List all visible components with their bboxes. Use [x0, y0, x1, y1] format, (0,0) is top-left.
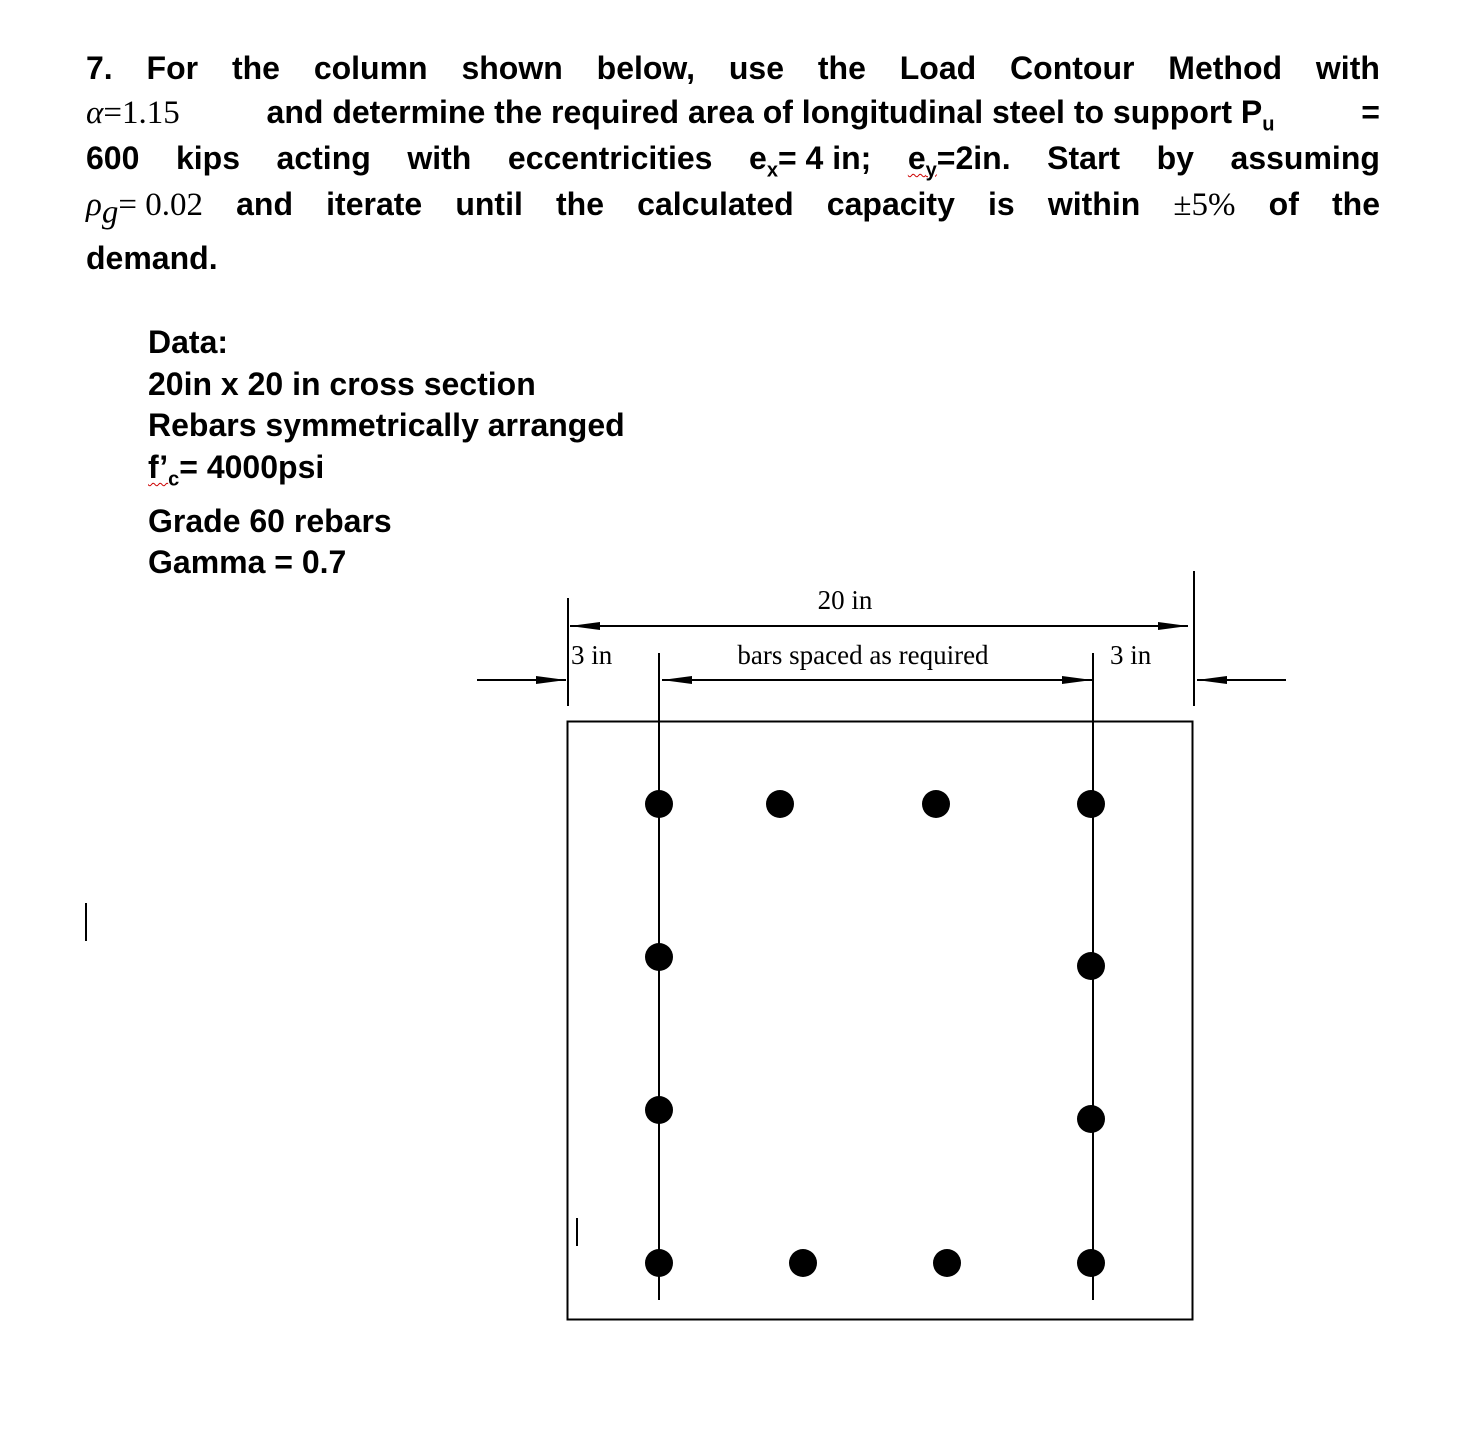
problem-word: the [231, 50, 280, 86]
problem-word: with [407, 140, 472, 176]
rebar [645, 790, 673, 818]
bar-spacing-label: bars spaced as required [737, 640, 989, 670]
problem-word: the [1332, 186, 1380, 222]
line-2-body: and determine the required area of longitudinal steel to support P [266, 94, 1263, 130]
rebar [933, 1249, 961, 1277]
tolerance-value: ±5% [1173, 187, 1236, 223]
rho-value: = 0.02 [118, 187, 203, 223]
fc-value: = 4000psi [179, 448, 325, 485]
problem-word: the [556, 186, 604, 222]
problem-word: assuming [1230, 140, 1380, 176]
problem-word: Method [1168, 50, 1283, 86]
ex-subscript: x [766, 159, 778, 182]
left-cover-label: 3 in [571, 640, 613, 670]
ey-label: $e_y$ [907, 140, 937, 182]
equals-sign: = [1361, 94, 1380, 130]
rebar [789, 1249, 817, 1277]
problem-word: by [1156, 140, 1194, 176]
rebar [922, 790, 950, 818]
ex-value: = 4 in; [777, 140, 872, 176]
problem-word: kips [175, 140, 240, 176]
alpha-value: =1.15 [103, 95, 180, 131]
problem-word: 7. [86, 50, 113, 86]
problem-word: within [1047, 186, 1141, 222]
problem-word: the [817, 50, 866, 86]
problem-word: Start [1047, 140, 1121, 176]
rebar [766, 790, 794, 818]
problem-word: and [236, 186, 293, 222]
problem-word: demand. [86, 240, 218, 276]
dimension-20in-label: 20 in [817, 585, 873, 615]
rebar [645, 1249, 673, 1277]
problem-word: iterate [326, 186, 423, 222]
problem-word: calculated [637, 186, 794, 222]
problem-word: below, [596, 50, 696, 86]
data-grade: Grade 60 rebars [148, 502, 392, 539]
problem-word: eccentricities [507, 140, 713, 176]
data-rebars: Rebars symmetrically arranged [148, 407, 625, 444]
problem-word: For [146, 50, 199, 86]
problem-word: use [728, 50, 785, 86]
problem-word: column [313, 50, 428, 86]
problem-word: of [1268, 186, 1299, 222]
fc-label: $f’_c$ [148, 448, 180, 491]
data-gamma: Gamma = 0.7 [148, 544, 347, 581]
problem-word: Contour [1010, 50, 1135, 86]
rebar [1077, 790, 1105, 818]
data-section: 20in x 20 in cross section [148, 365, 536, 402]
problem-word: Load [899, 50, 977, 86]
rebar [645, 1096, 673, 1124]
problem-word: with [1315, 50, 1380, 86]
rho-symbol: ρ [86, 187, 102, 223]
problem-word: shown [461, 50, 563, 86]
problem-word: is [988, 186, 1015, 222]
rebar [1077, 952, 1105, 980]
rho-subscript: g [101, 194, 119, 231]
problem-word: 600 [86, 140, 140, 176]
problem-word: acting [276, 140, 371, 176]
problem-word: until [455, 186, 523, 222]
ey-value: =2in. [936, 140, 1011, 176]
rebar [1077, 1249, 1105, 1277]
right-cover-label: 3 in [1110, 640, 1152, 670]
rebar [645, 943, 673, 971]
rebar [1077, 1105, 1105, 1133]
problem-word: capacity [826, 186, 955, 222]
pu-subscript: u [1262, 113, 1275, 136]
alpha-symbol: α [86, 95, 104, 131]
ex-label: e [749, 140, 767, 176]
data-heading: Data: [148, 324, 229, 360]
